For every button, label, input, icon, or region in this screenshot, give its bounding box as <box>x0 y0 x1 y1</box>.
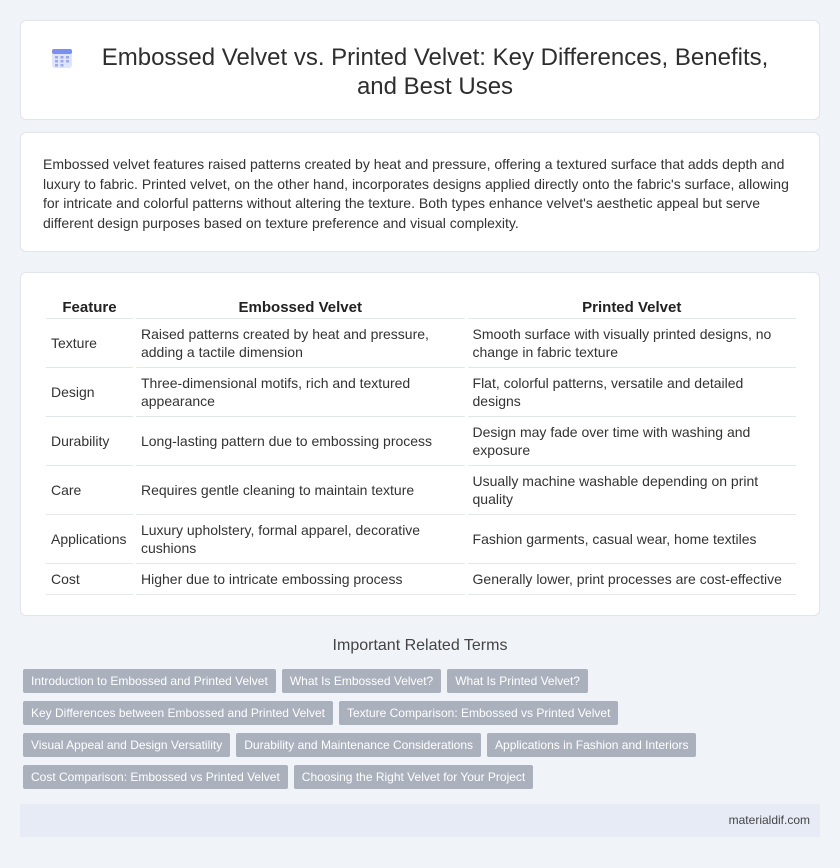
related-term-link[interactable]: Key Differences between Embossed and Printed Velvet <box>23 701 333 725</box>
feature-cell: Durability <box>46 417 133 466</box>
related-term-link[interactable]: Cost Comparison: Embossed vs Printed Velvet <box>23 765 288 789</box>
intro-card <box>20 132 820 252</box>
related-terms-title: Important Related Terms <box>332 637 508 654</box>
table-row <box>46 515 796 564</box>
related-term-link[interactable]: Texture Comparison: Embossed vs Printed Velvet <box>339 701 618 725</box>
embossed-cell: Requires gentle cleaning to maintain texture <box>136 466 465 515</box>
feature-cell: Cost <box>46 564 133 595</box>
related-term-link[interactable]: Visual Appeal and Design Versatility <box>23 733 230 757</box>
printed-cell: Fashion garments, casual wear, home textiles <box>468 515 796 564</box>
tag-row <box>23 701 618 725</box>
embossed-cell: Higher due to intricate embossing process <box>136 564 465 595</box>
feature-cell: Applications <box>46 515 133 564</box>
table-row <box>46 319 796 368</box>
tag-row <box>23 765 533 789</box>
footer-site-name: materialdif.com <box>728 813 810 827</box>
related-term-link[interactable]: Choosing the Right Velvet for Your Project <box>294 765 533 789</box>
header-embossed: Embossed Velvet <box>136 295 465 319</box>
printed-cell: Flat, colorful patterns, versatile and detailed designs <box>468 368 796 417</box>
feature-cell: Care <box>46 466 133 515</box>
intro-paragraph: Embossed velvet features raised patterns created by heat and pressure, offering a textured surface that adds depth and luxury to fabric. Printed velvet, on the other hand, incorporates designs applied directly onto the fabric's surface, allowing for intricate and colorful patterns without altering the texture. Both types enhance velvet's aesthetic appeal but serve different design purposes based on texture preference and visual complexity. <box>43 156 789 231</box>
embossed-cell: Luxury upholstery, formal apparel, decorative cushions <box>136 515 465 564</box>
table-row <box>46 466 796 515</box>
related-term-link[interactable]: What Is Embossed Velvet? <box>282 669 441 693</box>
related-term-link[interactable]: Introduction to Embossed and Printed Velvet <box>23 669 276 693</box>
feature-cell: Design <box>46 368 133 417</box>
embossed-cell: Raised patterns created by heat and pressure, adding a tactile dimension <box>136 319 465 368</box>
footer-bar <box>20 804 820 837</box>
embossed-cell: Long-lasting pattern due to embossing process <box>136 417 465 466</box>
related-term-link[interactable]: Durability and Maintenance Considerations <box>236 733 481 757</box>
tag-row <box>23 669 588 693</box>
embossed-cell: Three-dimensional motifs, rich and textured appearance <box>136 368 465 417</box>
tag-row <box>23 733 696 757</box>
related-term-link[interactable]: What Is Printed Velvet? <box>447 669 588 693</box>
printed-cell: Usually machine washable depending on print quality <box>468 466 796 515</box>
table-row <box>46 564 796 595</box>
header-feature: Feature <box>46 295 133 319</box>
printed-cell: Generally lower, print processes are cost-effective <box>468 564 796 595</box>
printed-cell: Smooth surface with visually printed designs, no change in fabric texture <box>468 319 796 368</box>
table-row <box>46 368 796 417</box>
printed-cell: Design may fade over time with washing and exposure <box>468 417 796 466</box>
header-printed: Printed Velvet <box>468 295 796 319</box>
page-title: Embossed Velvet vs. Printed Velvet: Key Differences, Benefits, and Best Uses <box>101 44 769 100</box>
feature-cell: Texture <box>46 319 133 368</box>
table-row <box>46 417 796 466</box>
header-card <box>20 20 820 120</box>
table-header-row <box>46 295 796 319</box>
comparison-table-card <box>20 272 820 616</box>
comparison-table <box>43 295 799 595</box>
related-term-link[interactable]: Applications in Fashion and Interiors <box>487 733 696 757</box>
